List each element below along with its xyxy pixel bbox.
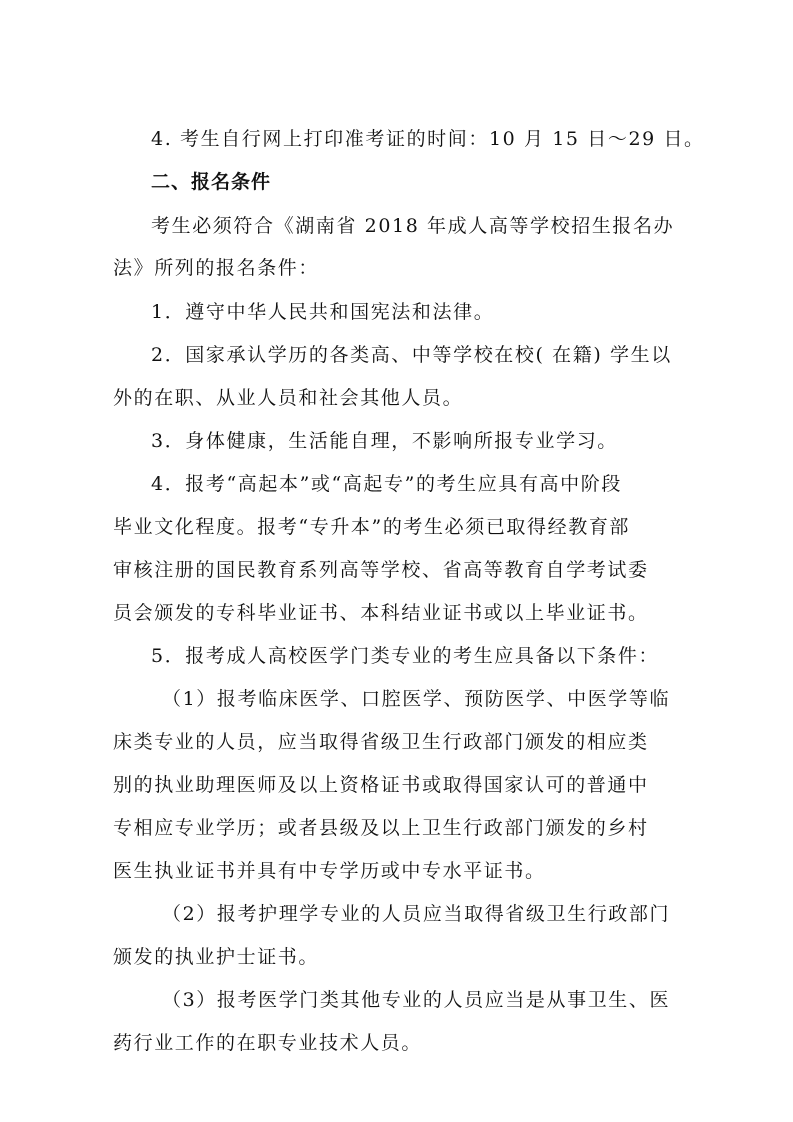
sub-condition-1-line-1: （1）报考临床医学、口腔医学、预防医学、中医学等临 [162,688,671,710]
sub-condition-3-line-2: 药行业工作的在职专业技术人员。 [113,1032,423,1054]
sub-condition-2-line-1: （2）报考护理学专业的人员应当取得省级卫生行政部门 [162,903,671,925]
condition-4-line-3: 审核注册的国民教育系列高等学校、省高等教育自学考试委 [113,559,649,581]
condition-1: 1．遵守中华人民共和国宪法和法律。 [151,301,495,323]
sub-condition-1-line-3: 别的执业助理医师及以上资格证书或取得国家认可的普通中 [113,774,649,796]
intro-paragraph-line-2: 法》所列的报名条件： [113,257,320,279]
sub-condition-1-line-2: 床类专业的人员，应当取得省级卫生行政部门颁发的相应类 [113,731,649,753]
sub-condition-1-line-5: 医生执业证书并具有中专学历或中专水平证书。 [113,860,546,882]
sub-condition-1-line-4: 专相应专业学历；或者县级及以上卫生行政部门颁发的乡村 [113,817,649,839]
condition-3: 3．身体健康，生活能自理，不影响所报专业学习。 [151,430,618,452]
sub-condition-3-line-1: （3）报考医学门类其他专业的人员应当是从事卫生、医 [162,989,671,1011]
condition-5: 5．报考成人高校医学门类专业的考生应具备以下条件： [151,645,660,667]
sub-condition-2-line-2: 颁发的执业护士证书。 [113,946,320,968]
intro-paragraph-line-1: 考生必须符合《湖南省 2018 年成人高等学校招生报名办 [151,215,675,237]
condition-4-line-4: 员会颁发的专科毕业证书、本科结业证书或以上毕业证书。 [113,602,649,624]
condition-2-line-2: 外的在职、从业人员和社会其他人员。 [113,387,464,409]
condition-4-line-2: 毕业文化程度。报考“专升本”的考生必须已取得经教育部 [113,516,631,538]
condition-4-line-1: 4．报考“高起本”或“高起专”的考生应具有高中阶段 [151,473,622,495]
section-heading-registration-conditions: 二、报名条件 [151,171,272,193]
item4-print-admission-time: 4. 考生自行网上打印准考证的时间：10 月 15 日～29 日。 [151,128,705,150]
condition-2-line-1: 2．国家承认学历的各类高、中等学校在校( 在籍) 学生以 [151,344,672,366]
